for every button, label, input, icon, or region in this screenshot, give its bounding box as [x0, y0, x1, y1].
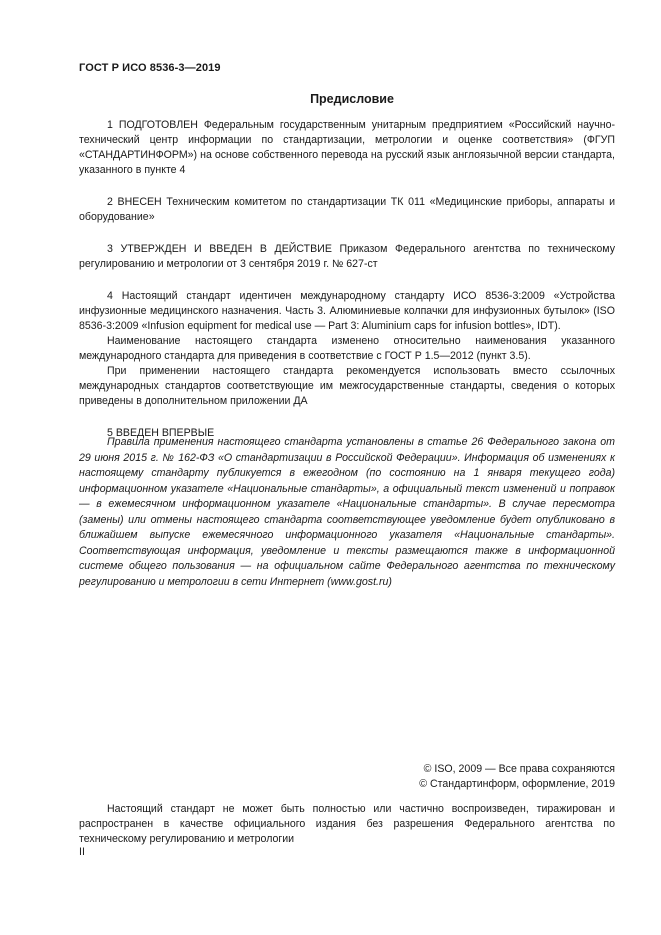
preface-body: [79, 118, 615, 441]
paragraph-4-name-change: Наименование настоящего стандарта изменено относительно наименования указанного международного стандарта для приведения в соответствие с ГОСТ Р 1.5—2012 (пункт 3.5).: [79, 335, 615, 362]
paragraph-3-approved: 3 УТВЕРЖДЕН И ВВЕДЕН В ДЕЙСТВИЕ Приказом Федерального агентства по техническому регулированию и метрологии от 3 сентября 2019 г. № 627-ст: [79, 243, 615, 270]
copyright-standartinform: © Стандартинформ, оформление, 2019: [419, 778, 615, 790]
reproduction-notice: Настоящий стандарт не может быть полностью или частично воспроизведен, тиражирован и распространен в качестве официального издания без разрешения Федерального агентства по техническому регулированию и метрологии: [79, 803, 615, 845]
application-rules-notice: Правила применения настоящего стандарта установлены в статье 26 Федерального закона от 29 июня 2015 г. № 162-ФЗ «О стандартизации в Российской Федерации». Информация об изменениях к настоящему стандарту публикуется в ежегодном (по состоянию на 1 января текущего года) информационном указателе «Национальные стандарты», а официальный текст изменений и поправок — в ежемесячном информационном указателе «Национальные стандарты». В случае пересмотра (замены) или отмены настоящего стандарта соответствующее уведомление будет опубликовано в ближайшем выпуске ежемесячного информационного указателя «Национальные стандарты». Соответствующая информация, уведомление и тексты размещаются также в информационной системе общего пользования — на официальном сайте Федерального агентства по техническому регулированию и метрологии в сети Интернет (www.gost.ru): [79, 436, 615, 588]
document-id-header: ГОСТ Р ИСО 8536-3—2019: [79, 62, 221, 74]
copyright-block: [419, 762, 615, 792]
page-number: II: [79, 846, 85, 858]
paragraph-1-prepared: 1 ПОДГОТОВЛЕН Федеральным государственным унитарным предприятием «Российский научно-технический центр информации по стандартизации, метрологии и оценке соответствия» (ФГУП «СТАНДАРТИНФОРМ») на основе собственного перевода на русский язык англоязычной версии стандарта, указанного в пункте 4: [79, 119, 615, 176]
paragraph-2-submitted: 2 ВНЕСЕН Техническим комитетом по стандартизации ТК 011 «Медицинские приборы, аппараты и оборудование»: [79, 196, 615, 223]
section-title: Предисловие: [310, 92, 394, 106]
paragraph-4-references: При применении настоящего стандарта рекомендуется использовать вместо ссылочных международных стандартов соответствующие им межгосударственные стандарты, сведения о которых приведены в дополнительном приложении ДА: [79, 365, 615, 407]
paragraph-4-identical: 4 Настоящий стандарт идентичен международному стандарту ИСО 8536-3:2009 «Устройства инфузионные медицинского назначения. Часть 3. Алюминиевые колпачки для инфузионных бутылок» (ISO 8536-3:2009 «Infusion equipment for medical use — Part 3: Aluminium caps for infusion bottles», IDT).: [79, 290, 615, 332]
copyright-iso: © ISO, 2009 — Все права сохраняются: [423, 763, 615, 775]
paragraph-5-first-introduced: 5 ВВЕДЕН ВПЕРВЫЕ: [107, 427, 215, 439]
